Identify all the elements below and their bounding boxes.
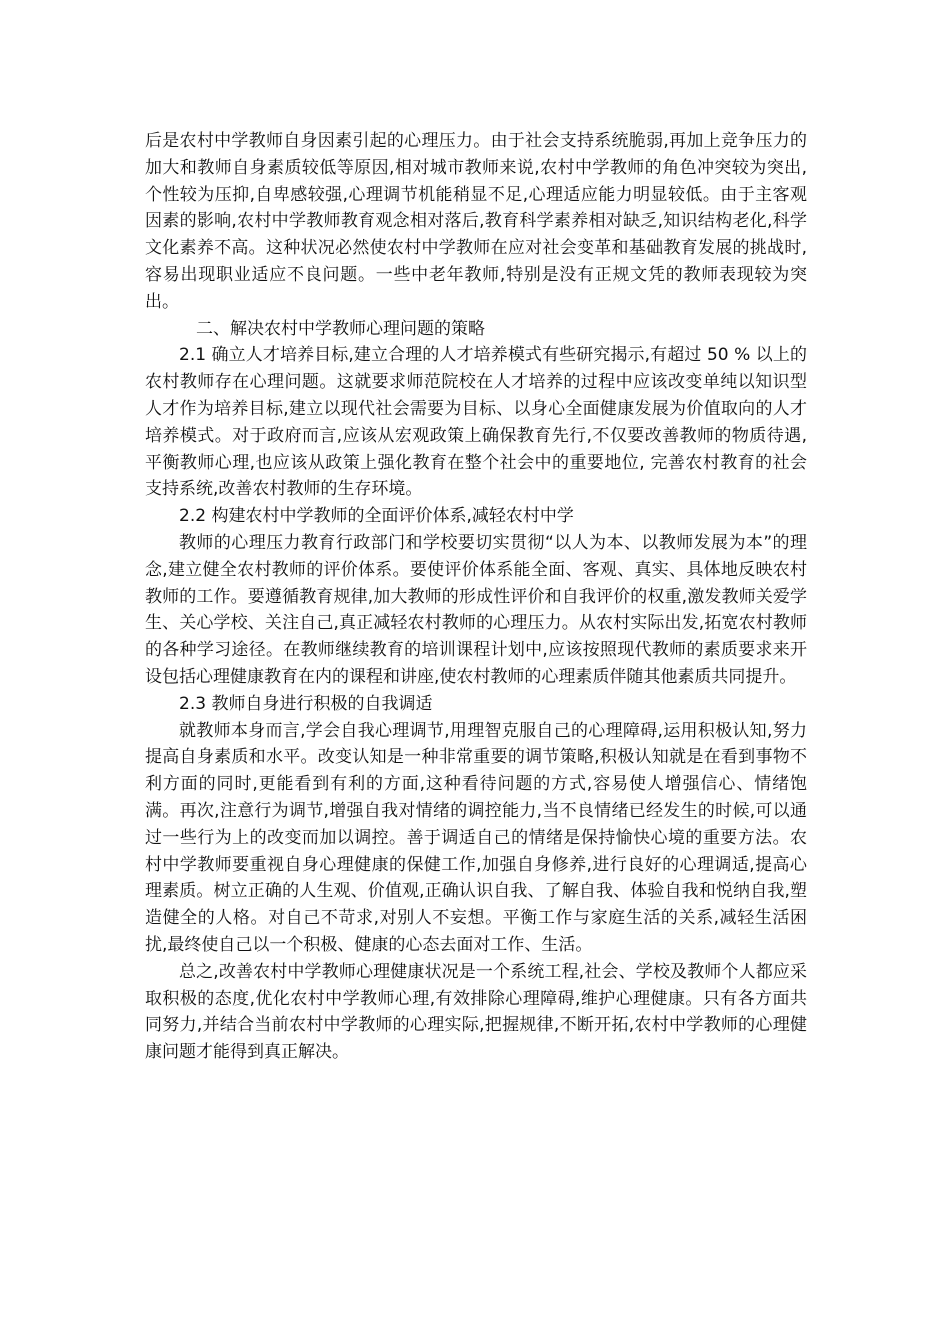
paragraph-stress-sources: 后是农村中学教师自身因素引起的心理压力。由于社会支持系统脆弱,再加上竞争压力的加大和教师自身素质较低等原因,相对城市教师来说,农村中学教师的角色冲突较为突出,个性较为压抑,自卑感较强,心理调节机能稍显不足,心理适应能力明显较低。由于主客观因素的影响,农村中学教师教育观念相对落后,教育科学素养相对缺乏,知识结构老化,科学文化素养不高。这种状况必然使农村中学教师在应对社会变革和基础教育发展的挑战时,容易出现职业适应不良问题。一些中老年教师,特别是没有正规文凭的教师表现较为突出。 <box>145 131 807 312</box>
document-page <box>145 128 807 1066</box>
paragraph-conclusion: 总之,改善农村中学教师心理健康状况是一个系统工程,社会、学校及教师个人都应采取积极的态度,优化农村中学教师心理,有效排除心理障碍,维护心理健康。只有各方面共同努力,并结合当前农村中学教师的心理实际,把握规律,不断开拓,农村中学教师的心理健康问题才能得到真正解决。 <box>145 961 807 1063</box>
paragraph-evaluation-system: 教师的心理压力教育行政部门和学校要切实贯彻“以人为本、以教师发展为本”的理念,建立健全农村教师的评价体系。要使评价体系能全面、客观、真实、具体地反映农村教师的工作。要遵循教育规律,加大教师的形成性评价和自我评价的权重,激发教师关爱学生、关心学校、关注自己,真正减轻农村教师的心理压力。从农村实际出发,拓宽农村教师的各种学习途径。在教师继续教育的培训课程计划中,应该按照现代教师的素质要求来开设包括心理健康教育在内的课程和讲座,使农村教师的心理素质伴随其他素质共同提升。 <box>145 532 807 687</box>
paragraph-self-adjustment: 就教师本身而言,学会自我心理调节,用理智克服自己的心理障碍,运用积极认知,努力提高自身素质和水平。改变认知是一种非常重要的调节策略,积极认知就是在看到事物不利方面的同时,更能看到有利的方面,这种看待问题的方式,容易使人增强信心、情绪饱满。再次,注意行为调节,增强自我对情绪的调控能力,当不良情绪已经发生的时候,可以通过一些行为上的改变而加以调控。善于调适自己的情绪是保持愉快心境的重要方法。农村中学教师要重视自身心理健康的保健工作,加强自身修养,进行良好的心理调适,提高心理素质。树立正确的人生观、价值观,正确认识自我、了解自我、体验自我和悦纳自我,塑造健全的人格。对自己不苛求,对别人不妄想。平衡工作与家庭生活的关系,减轻生活困扰,最终使自己以一个积极、健康的心态去面对工作、生活。 <box>145 720 807 955</box>
section-heading-strategies: 二、解决农村中学教师心理问题的策略 <box>196 318 485 339</box>
subheading-self-adjustment: 2.3 教师自身进行积极的自我调适 <box>179 693 433 714</box>
subheading-evaluation-system: 2.2 构建农村中学教师的全面评价体系,减轻农村中学 <box>179 506 574 527</box>
paragraph-talent-training: 2.1 确立人才培养目标,建立合理的人才培养模式有些研究揭示,有超过 50 % 以上的农村教师存在心理问题。这就要求师范院校在人才培养的过程中应该改变单纯以知识型人才作为培养目标,建立以现代社会需要为目标、以身心全面健康发展为价值取向的人才培养模式。对于政府而言,应该从宏观政策上确保教育先行,不仅要改善教师的物质待遇,平衡教师心理,也应该从政策上强化教育在整个社会中的重要地位, 完善农村教育的社会支持系统,改善农村教师的生存环境。 <box>145 345 807 500</box>
